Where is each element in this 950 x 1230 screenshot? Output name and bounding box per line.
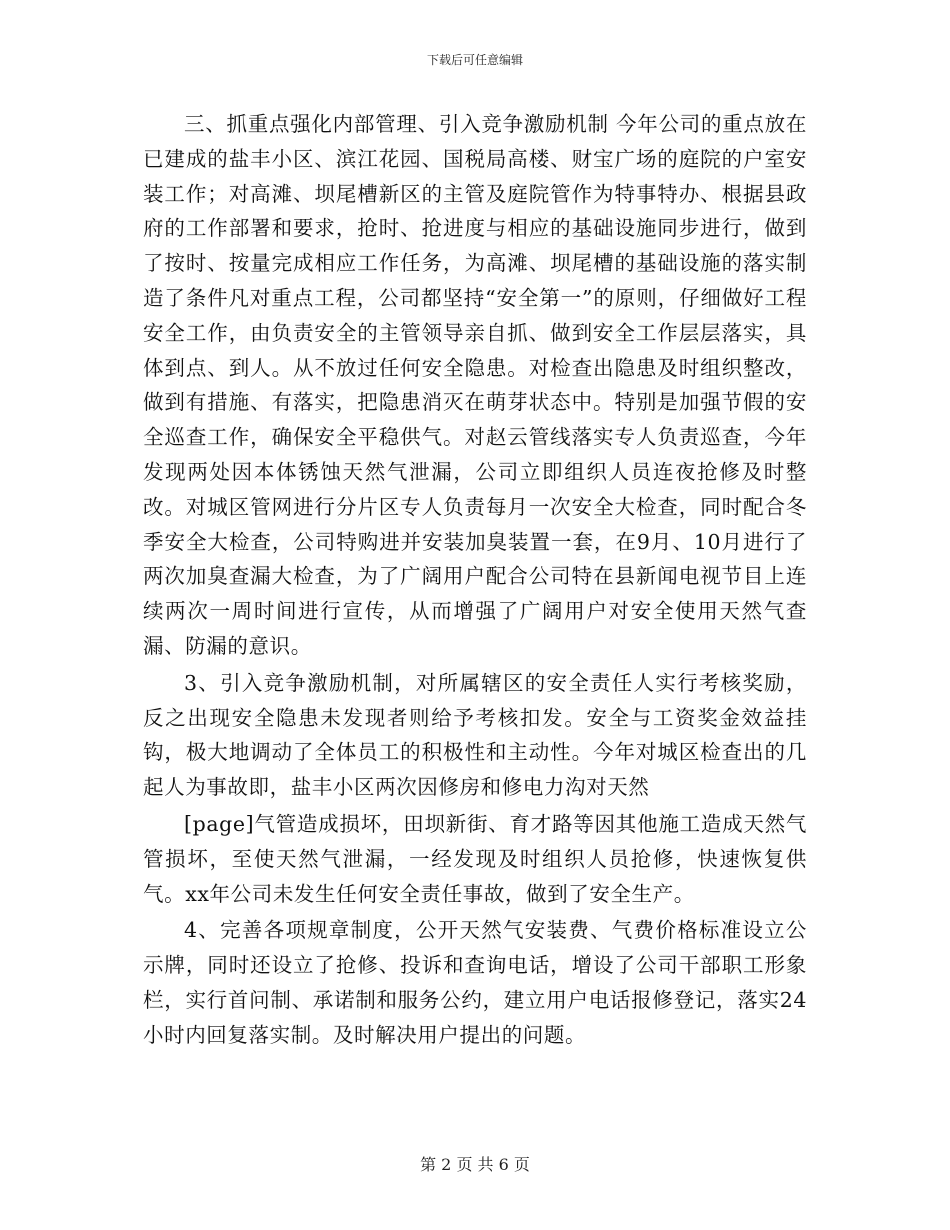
paragraph-regulations: 4、完善各项规章制度，公开天然气安装费、气费价格标准设立公示牌，同时还设立了抢修、投诉和查询电话，增设了公司干部职工形象栏，实行首问制、承诺制和服务公约，建立用户电话报修登记，落实24小时内回复落实制。及时解决用户提出的问题。 [143, 918, 807, 1047]
page-number: 第 2 页 共 6 页 [420, 1155, 530, 1174]
page-header-note: 下载后可任意编辑 [426, 53, 523, 67]
paragraph-gas-repair: [page]气管造成损坏，田坝新街、育才路等因其他施工造成天然气管损坏，至使天然气泄漏，一经发现及时组织人员抢修，快速恢复供气。xx年公司未发生任何安全责任事故，做到了安全生产。 [143, 811, 807, 906]
document-body [143, 107, 807, 1055]
paragraph-safety-management: 三、抓重点强化内部管理、引入竞争激励机制 今年公司的重点放在已建成的盐丰小区、滨江花园、国税局高楼、财宝广场的庭院的户室安装工作；对高滩、坝尾槽新区的主管及庭院管作为特事特办、根据县政府的工作部署和要求，抢时、抢进度与相应的基础设施同步进行，做到了按时、按量完成相应工作任务，为高滩、坝尾槽的基础设施的落实制造了条件凡对重点工程，公司都坚持“安全第一”的原则，仔细做好工程安全工作，由负责安全的主管领导亲自抓、做到安全工作层层落实，具体到点、到人。从不放过任何安全隐患。对检查出隐患及时组织整改，做到有措施、有落实，把隐患消灭在萌芽状态中。特别是加强节假的安全巡查工作，确保安全平稳供气。对赵云管线落实专人负责巡查，今年发现两处因本体锈蚀天然气泄漏，公司立即组织人员连夜抢修及时整改。对城区管网进行分片区专人负责每月一次安全大检查，同时配合冬季安全大检查，公司特购进并安装加臭装置一套，在9月、10月进行了两次加臭查漏大检查，为了广阔用户配合公司特在县新闻电视节目上连续两次一周时间进行宣传，从而增强了广阔用户对安全使用天然气查漏、防漏的意识。 [143, 112, 807, 658]
paragraph-incentive-mechanism: 3、引入竞争激励机制，对所属辖区的安全责任人实行考核奖励，反之出现安全隐患未发现者则给予考核扣发。安全与工资奖金效益挂钩，极大地调动了全体员工的积极性和主动性。今年对城区检查出的几起人为事故即，盐丰小区两次因修房和修电力沟对天然 [143, 670, 807, 800]
